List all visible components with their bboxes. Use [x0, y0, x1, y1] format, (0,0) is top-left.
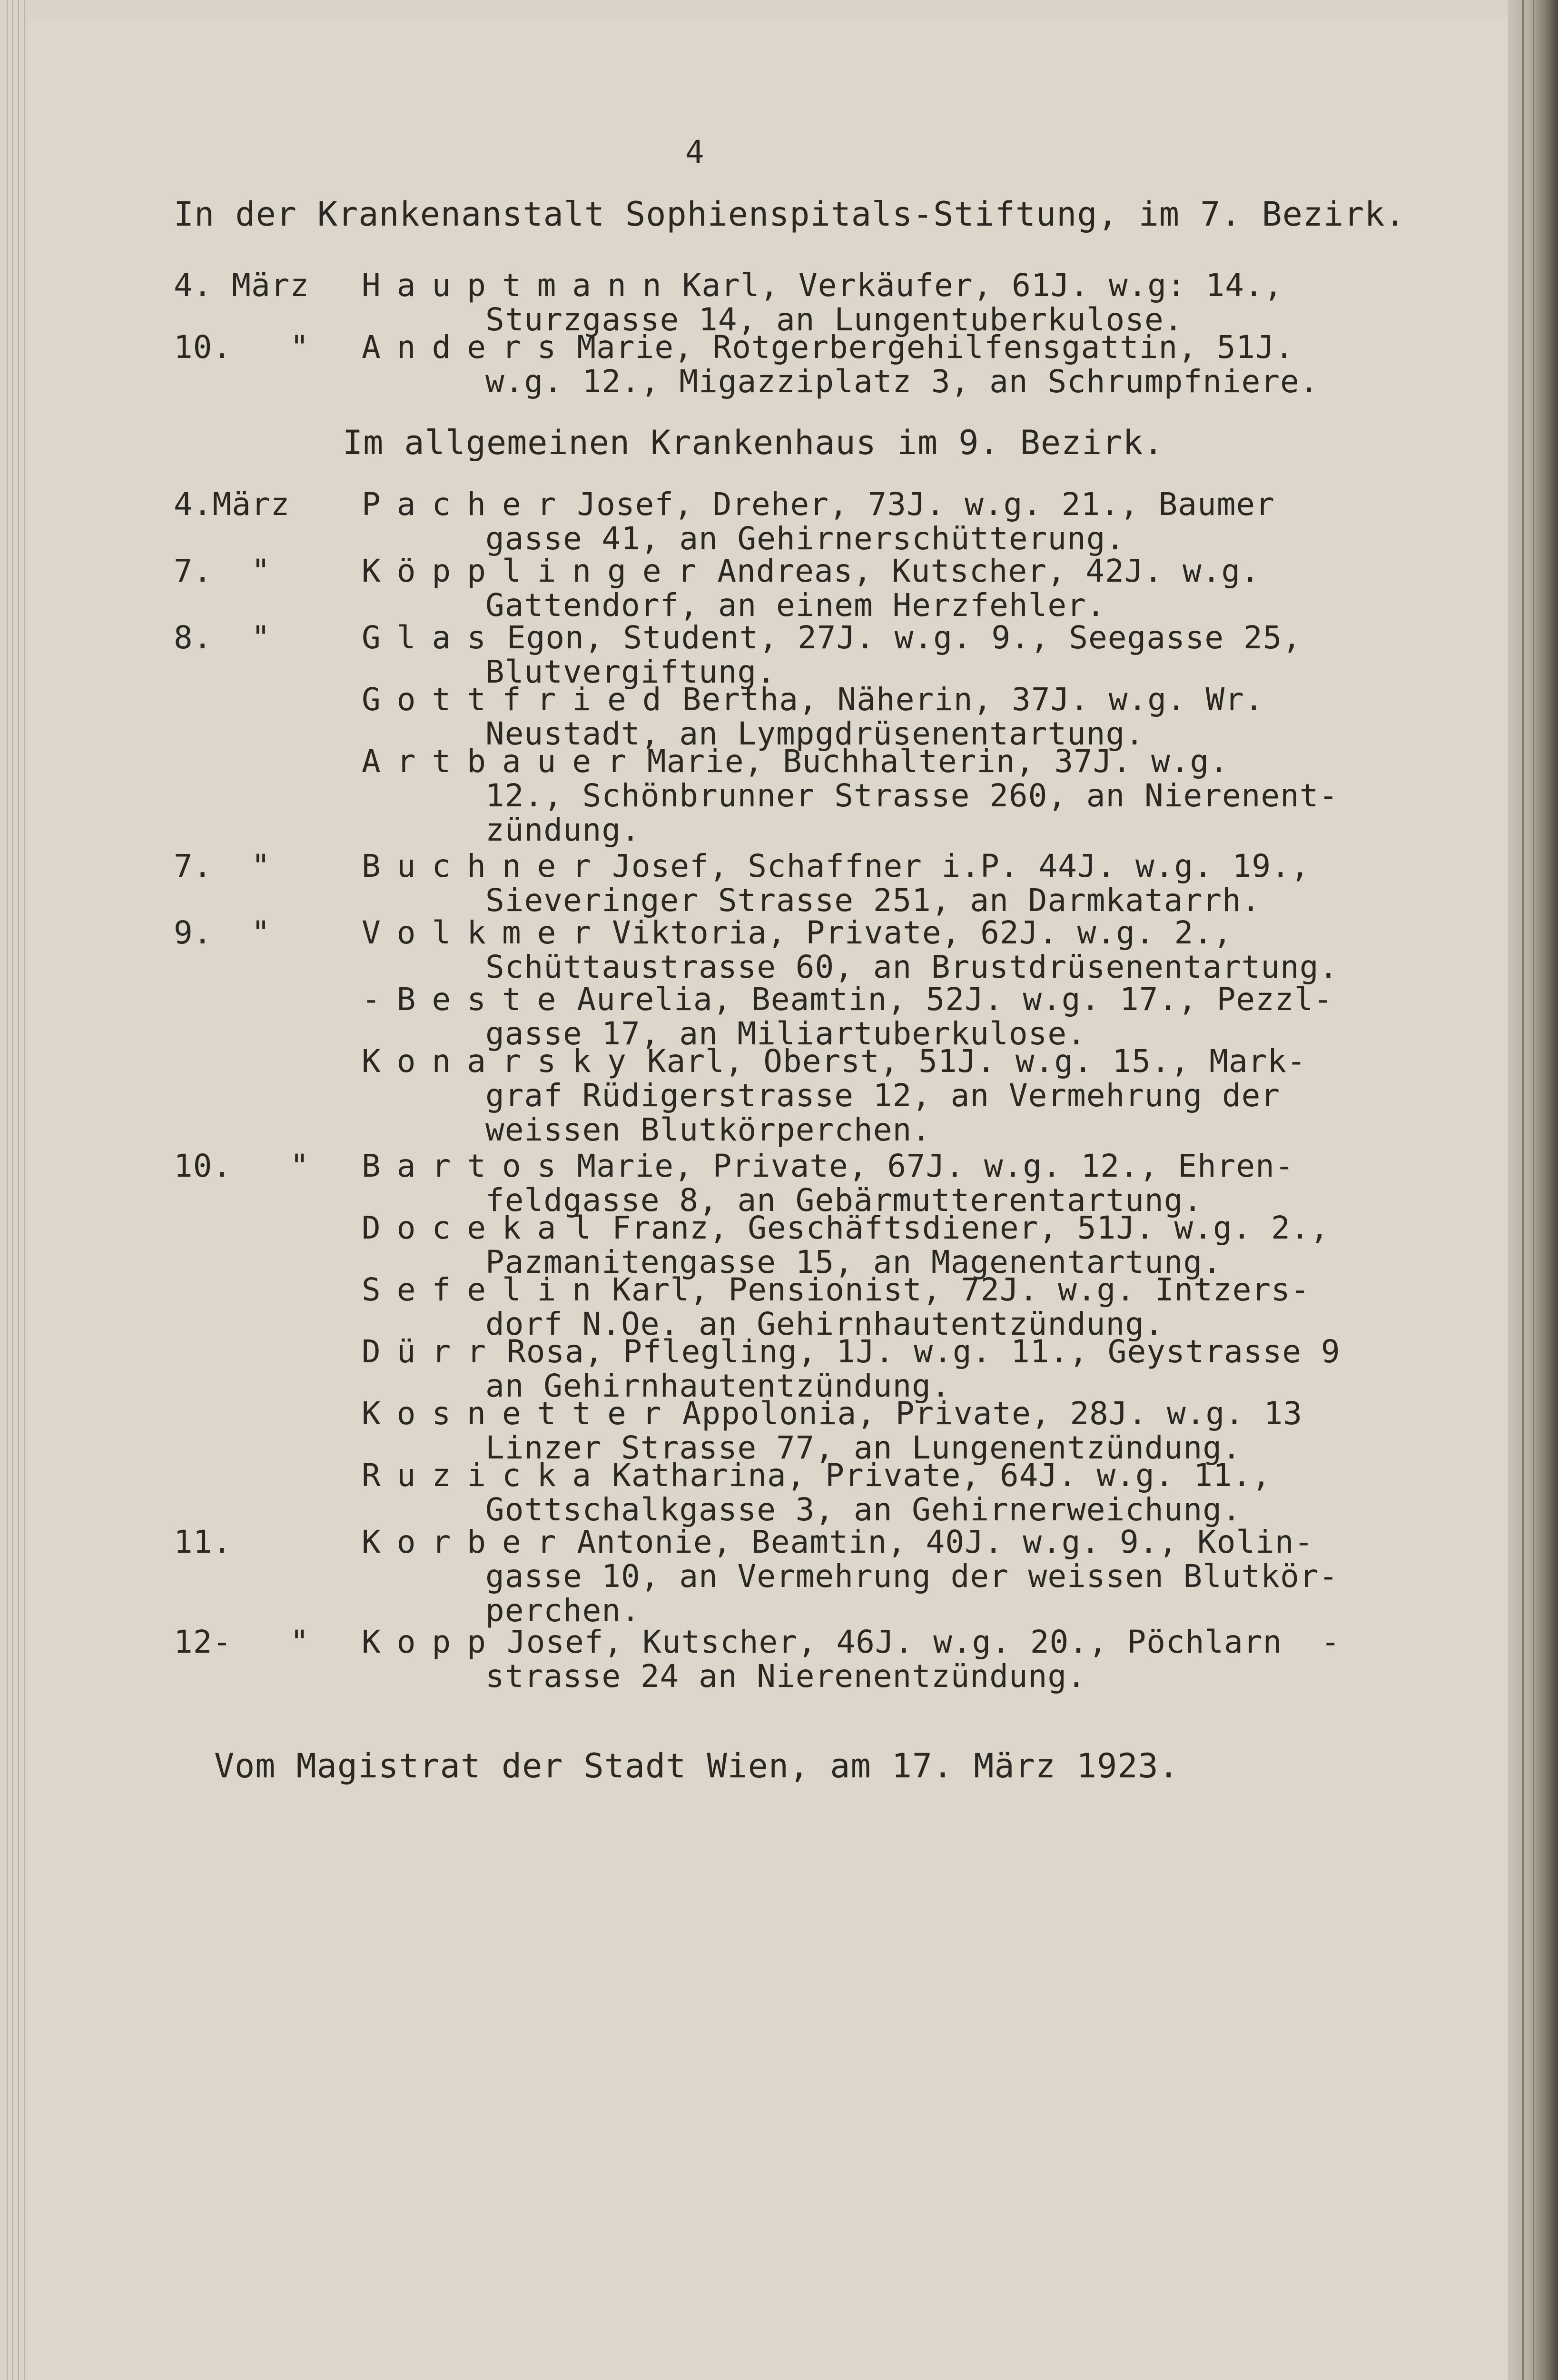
entry-date: 7. "	[174, 848, 271, 884]
entry-date: 4. März	[174, 267, 310, 304]
entry-details: Josef, Dreher, 73J. w.g. 21., Baumer	[577, 486, 1275, 523]
closing-signature-line: Vom Magistrat der Stadt Wien, am 17. März 1923.	[214, 1746, 1179, 1785]
entry-details: Karl, Pensionist, 72J. w.g. Intzers-	[612, 1271, 1310, 1308]
entry-details: w.g. 12., Migazziplatz 3, an Schrumpfniere.	[485, 363, 1319, 400]
entry-details: gasse 10, an Vermehrung der weissen Blutkör-	[485, 1558, 1339, 1595]
page-edge	[24, 0, 25, 2380]
entry-details: Rosa, Pflegling, 1J. w.g. 11., Geystrasse 9	[506, 1333, 1341, 1370]
entry-details: Neustadt, an Lympgdrüsenentartung.	[485, 715, 1145, 752]
entry-surname: Pacher	[362, 486, 572, 523]
entry-date: 7. "	[174, 553, 271, 589]
entry-details: Egon, Student, 27J. w.g. 9., Seegasse 25,	[506, 619, 1302, 656]
entry-details: zündung.	[485, 812, 641, 848]
entry-details: feldgasse 8, an Gebärmutterentartung.	[485, 1182, 1203, 1219]
entry-details: gasse 41, an Gehirnerschütterung.	[485, 520, 1125, 557]
entry-details: gasse 17, an Miliartuberkulose.	[485, 1015, 1086, 1052]
entry-surname: Gottfried	[362, 681, 678, 718]
entry-surname: Anders	[362, 329, 572, 366]
entry-surname: Sefelin	[362, 1271, 608, 1308]
entry-details: Marie, Rotgerbergehilfensgattin, 51J.	[577, 329, 1294, 366]
entry-details: Katharina, Private, 64J. w.g. 11.,	[612, 1457, 1272, 1494]
entry-date: 10. "	[174, 1148, 310, 1184]
entry-details: Marie, Private, 67J. w.g. 12., Ehren-	[577, 1148, 1294, 1184]
entry-date: 11.	[174, 1524, 232, 1560]
entry-surname: Korber	[362, 1524, 572, 1560]
entry-details: Marie, Buchhalterin, 37J. w.g.	[647, 743, 1229, 780]
entry-details: strasse 24 an Nierenentzündung.	[485, 1658, 1086, 1695]
entry-details: Antonie, Beamtin, 40J. w.g. 9., Kolin-	[577, 1524, 1314, 1560]
entry-details: Sturzgasse 14, an Lungentuberkulose.	[485, 301, 1183, 338]
entry-date: 8. "	[174, 619, 271, 656]
entry-surname: Konarsky	[362, 1043, 642, 1080]
entry-date: 10. "	[174, 329, 310, 366]
heading-allgemeines-krankenhaus: Im allgemeinen Krankenhaus im 9. Bezirk.	[343, 423, 1164, 462]
entry-surname: -Beste	[362, 981, 572, 1018]
entry-details: an Gehirnhautentzündung.	[485, 1368, 951, 1404]
entry-surname: Kosnetter	[362, 1395, 678, 1432]
page-number: 4	[685, 134, 705, 170]
entry-surname: Volkmer	[362, 914, 608, 951]
entry-details: Franz, Geschäftsdiener, 51J. w.g. 2.,	[612, 1210, 1330, 1246]
entry-surname: Bartos	[362, 1148, 572, 1184]
entry-surname: Artbauer	[362, 743, 642, 780]
entry-surname: Hauptmann	[362, 267, 678, 304]
entry-details: Aurelia, Beamtin, 52J. w.g. 17., Pezzl-	[577, 981, 1333, 1018]
entry-details: Appolonia, Private, 28J. w.g. 13	[682, 1395, 1303, 1432]
entry-details: Josef, Schaffner i.P. 44J. w.g. 19.,	[612, 848, 1310, 884]
entry-date: 9. "	[174, 914, 271, 951]
entry-date: 12- "	[174, 1624, 310, 1660]
entry-details: Linzer Strasse 77, an Lungenentzündung.	[485, 1429, 1242, 1466]
entry-details: Gottschalkgasse 3, an Gehirnerweichung.	[485, 1491, 1242, 1528]
heading-sophienspital: In der Krankenanstalt Sophienspitals-Stiftung, im 7. Bezirk.	[174, 195, 1406, 234]
entry-details: Blutvergiftung.	[485, 654, 777, 690]
entry-details: Schüttaustrasse 60, an Brustdrüsenentartung.	[485, 949, 1339, 985]
entry-details: Pazmanitengasse 15, an Magenentartung.	[485, 1244, 1222, 1280]
entry-surname: Dürr	[362, 1333, 502, 1370]
entry-surname: Kopp	[362, 1624, 502, 1660]
page-edge	[7, 0, 8, 2380]
page-edge	[12, 0, 13, 2380]
entry-surname: Docekal	[362, 1210, 608, 1246]
entry-surname: Buchner	[362, 848, 608, 884]
entry-surname: Ruzicka	[362, 1457, 608, 1494]
page-edge	[18, 0, 19, 2380]
book-binding	[1508, 0, 1558, 2380]
entry-details: Bertha, Näherin, 37J. w.g. Wr.	[682, 681, 1264, 718]
entry-details: 12., Schönbrunner Strasse 260, an Nierenent-	[485, 777, 1339, 814]
entry-details: Andreas, Kutscher, 42J. w.g.	[717, 553, 1260, 589]
entry-date: 4.März	[174, 486, 290, 523]
entry-details: Sieveringer Strasse 251, an Darmkatarrh.	[485, 882, 1261, 919]
entry-details: Viktoria, Private, 62J. w.g. 2.,	[612, 914, 1233, 951]
entry-details: Karl, Oberst, 51J. w.g. 15., Mark-	[647, 1043, 1306, 1080]
entry-details: perchen.	[485, 1592, 641, 1629]
entry-details: Gattendorf, an einem Herzfehler.	[485, 587, 1106, 624]
entry-details: graf Rüdigerstrasse 12, an Vermehrung der	[485, 1077, 1281, 1114]
entry-surname: Köpplinger	[362, 553, 713, 589]
entry-details: Josef, Kutscher, 46J. w.g. 20., Pöchlarn -	[506, 1624, 1341, 1660]
entry-details: dorf N.Oe. an Gehirnhautentzündung.	[485, 1306, 1164, 1342]
entry-details: Karl, Verkäufer, 61J. w.g: 14.,	[682, 267, 1283, 304]
entry-surname: Glas	[362, 619, 502, 656]
entry-details: weissen Blutkörperchen.	[485, 1111, 931, 1148]
